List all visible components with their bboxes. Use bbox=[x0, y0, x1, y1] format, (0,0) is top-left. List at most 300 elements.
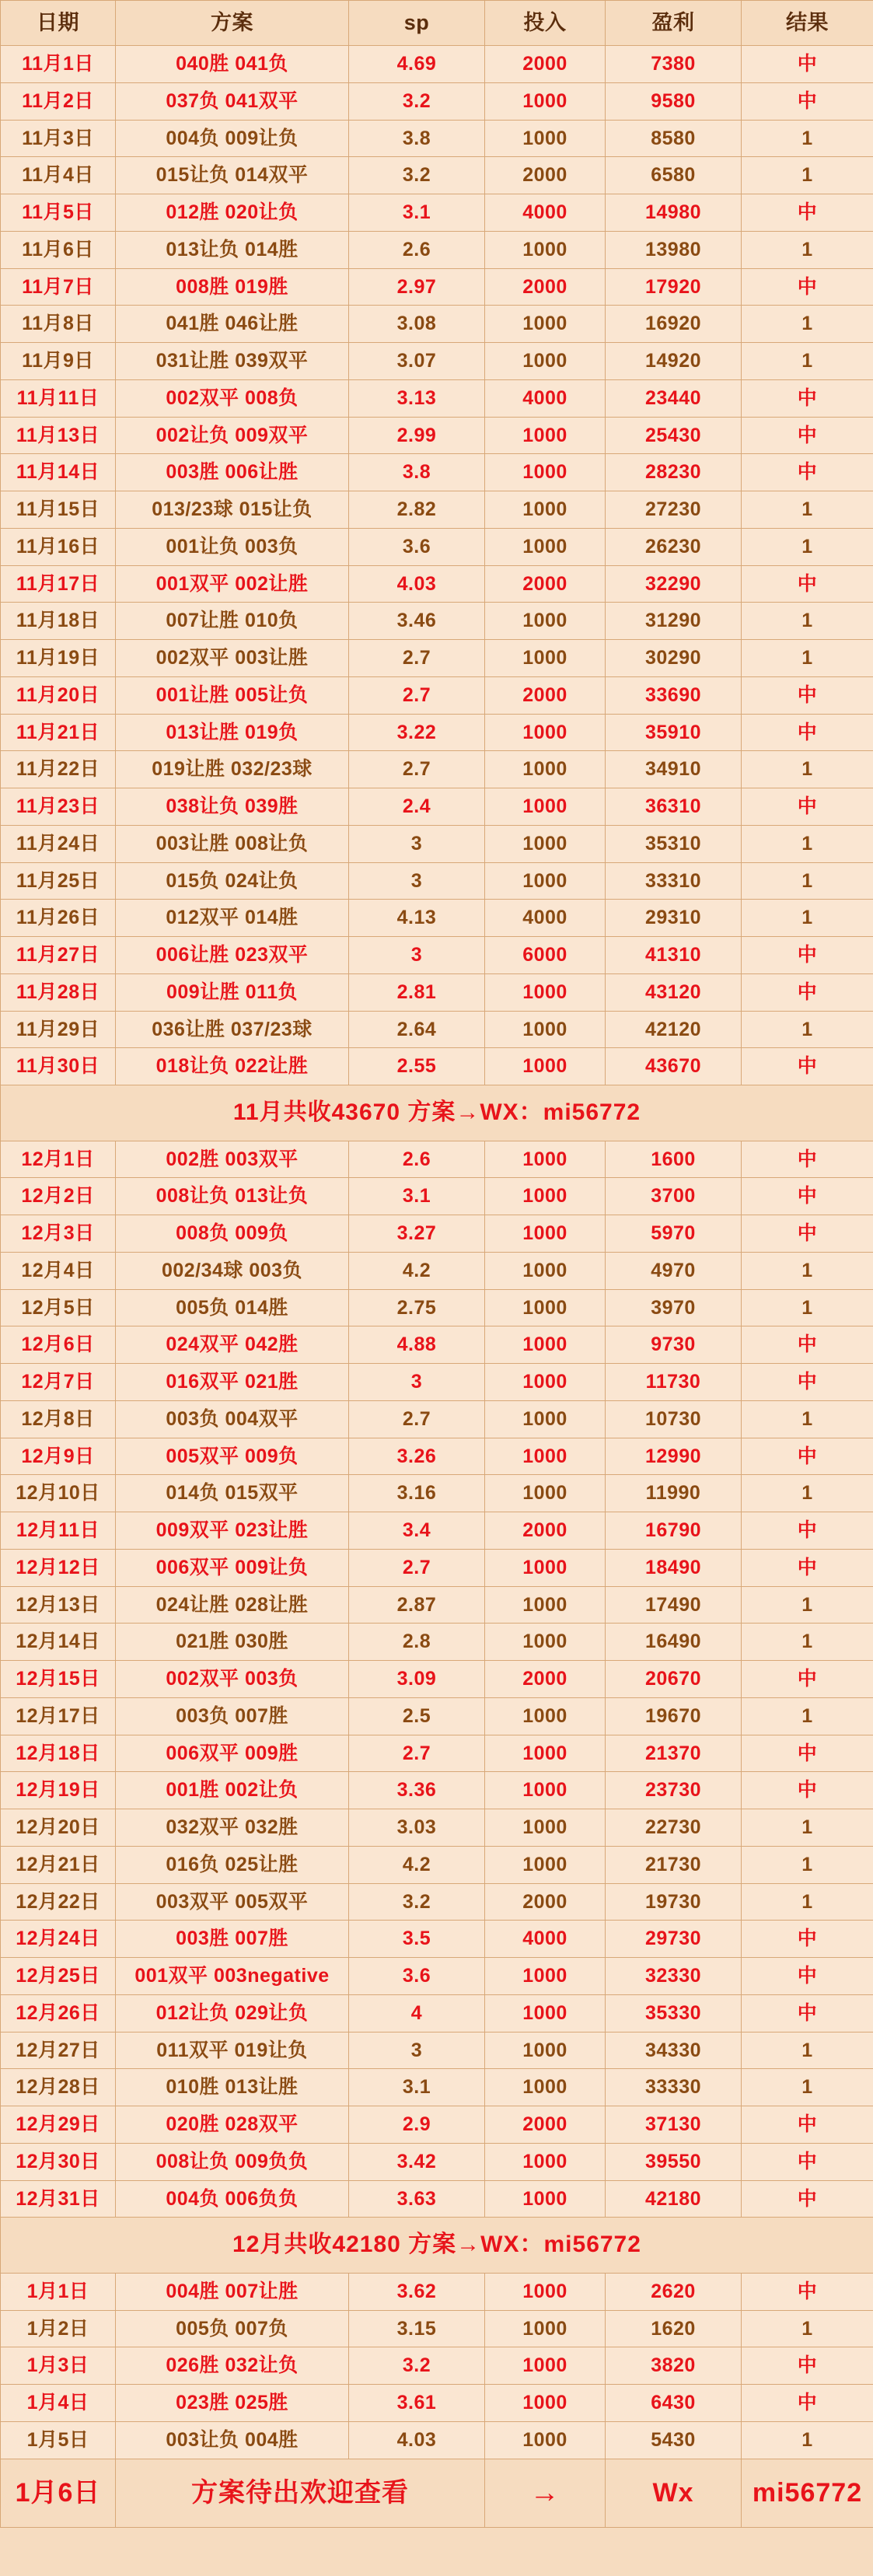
cell-profit: 6430 bbox=[606, 2385, 742, 2422]
cell-profit: 5430 bbox=[606, 2421, 742, 2459]
cell-profit: 14980 bbox=[606, 194, 742, 232]
cell-stake: 1000 bbox=[485, 2385, 606, 2422]
cell-plan: 032双平 032胜 bbox=[116, 1809, 349, 1847]
cell-plan: 004负 006负负 bbox=[116, 2180, 349, 2218]
table-row bbox=[1, 1364, 873, 1401]
cell-date: 12月29日 bbox=[1, 2106, 116, 2144]
cell-date: 12月27日 bbox=[1, 2032, 116, 2069]
cell-sp: 3.26 bbox=[349, 1438, 485, 1475]
cell-stake: 2000 bbox=[485, 565, 606, 603]
cell-date: 11月25日 bbox=[1, 862, 116, 900]
cell-stake: 1000 bbox=[485, 1400, 606, 1438]
cell-result: 中 bbox=[742, 268, 873, 306]
cell-result: 1 bbox=[742, 1400, 873, 1438]
table-row bbox=[1, 900, 873, 937]
cell-sp: 3 bbox=[349, 825, 485, 862]
cell-profit: 28230 bbox=[606, 454, 742, 491]
cell-sp: 2.7 bbox=[349, 1735, 485, 1772]
table-row bbox=[1, 1735, 873, 1772]
table-row bbox=[1, 491, 873, 529]
cell-sp: 3.2 bbox=[349, 157, 485, 194]
cell-result: 中 bbox=[742, 1661, 873, 1698]
cell-profit: 22730 bbox=[606, 1809, 742, 1847]
cell-plan: 003双平 005双平 bbox=[116, 1883, 349, 1921]
cell-date: 12月30日 bbox=[1, 2143, 116, 2180]
table-row bbox=[1, 1772, 873, 1809]
cell-sp: 2.99 bbox=[349, 417, 485, 454]
cell-result: 中 bbox=[742, 379, 873, 417]
cell-date: 12月1日 bbox=[1, 1141, 116, 1178]
cell-profit: 31290 bbox=[606, 603, 742, 640]
cell-date: 11月5日 bbox=[1, 194, 116, 232]
cell-result: 1 bbox=[742, 1475, 873, 1512]
cell-stake: 1000 bbox=[485, 714, 606, 751]
cell-date: 12月10日 bbox=[1, 1475, 116, 1512]
cell-sp: 3.1 bbox=[349, 194, 485, 232]
cell-date: 11月7日 bbox=[1, 268, 116, 306]
cell-result: 1 bbox=[742, 1809, 873, 1847]
cell-result: 中 bbox=[742, 2385, 873, 2422]
cell-plan: 001胜 002让负 bbox=[116, 1772, 349, 1809]
table-row bbox=[1, 565, 873, 603]
cell-date: 11月18日 bbox=[1, 603, 116, 640]
cell-sp: 4.69 bbox=[349, 46, 485, 83]
cell-sp: 2.7 bbox=[349, 1549, 485, 1586]
cell-stake: 1000 bbox=[485, 1141, 606, 1178]
cell-profit: 9730 bbox=[606, 1326, 742, 1364]
cell-profit: 23730 bbox=[606, 1772, 742, 1809]
cell-stake: 1000 bbox=[485, 2310, 606, 2347]
monthly-summary-text: 11月共收43670 方案→WX：mi56772 bbox=[1, 1085, 873, 1141]
table-row bbox=[1, 640, 873, 677]
cell-sp: 3.2 bbox=[349, 82, 485, 120]
cell-result: 1 bbox=[742, 1011, 873, 1048]
cell-plan: 001双平 003negative bbox=[116, 1958, 349, 1995]
cell-stake: 1000 bbox=[485, 1846, 606, 1883]
cell-profit: 14920 bbox=[606, 343, 742, 380]
final-wx-id[interactable]: mi56772 bbox=[742, 2459, 873, 2528]
cell-sp: 3.6 bbox=[349, 1958, 485, 1995]
cell-stake: 1000 bbox=[485, 603, 606, 640]
cell-result: 1 bbox=[742, 1846, 873, 1883]
cell-profit: 42120 bbox=[606, 1011, 742, 1048]
table-row bbox=[1, 2310, 873, 2347]
table-row bbox=[1, 1994, 873, 2032]
cell-date: 12月24日 bbox=[1, 1921, 116, 1958]
cell-stake: 4000 bbox=[485, 194, 606, 232]
cell-plan: 008胜 019胜 bbox=[116, 268, 349, 306]
cell-profit: 23440 bbox=[606, 379, 742, 417]
cell-result: 中 bbox=[742, 937, 873, 974]
cell-date: 11月2日 bbox=[1, 82, 116, 120]
cell-profit: 41310 bbox=[606, 937, 742, 974]
cell-date: 12月26日 bbox=[1, 1994, 116, 2032]
cell-stake: 4000 bbox=[485, 1921, 606, 1958]
cell-profit: 11990 bbox=[606, 1475, 742, 1512]
cell-date: 1月4日 bbox=[1, 2385, 116, 2422]
table-row bbox=[1, 676, 873, 714]
cell-sp: 2.9 bbox=[349, 2106, 485, 2144]
cell-stake: 1000 bbox=[485, 788, 606, 826]
cell-profit: 26230 bbox=[606, 528, 742, 565]
cell-plan: 012胜 020让负 bbox=[116, 194, 349, 232]
cell-date: 1月3日 bbox=[1, 2347, 116, 2385]
cell-sp: 4.2 bbox=[349, 1846, 485, 1883]
cell-result: 中 bbox=[742, 1994, 873, 2032]
cell-profit: 3970 bbox=[606, 1289, 742, 1326]
cell-sp: 4 bbox=[349, 1994, 485, 2032]
cell-result: 中 bbox=[742, 1364, 873, 1401]
final-date: 1月6日 bbox=[1, 2459, 116, 2528]
cell-sp: 2.5 bbox=[349, 1697, 485, 1735]
cell-result: 1 bbox=[742, 528, 873, 565]
table-row bbox=[1, 1475, 873, 1512]
cell-stake: 1000 bbox=[485, 1475, 606, 1512]
cell-date: 11月15日 bbox=[1, 491, 116, 529]
cell-result: 中 bbox=[742, 2273, 873, 2310]
table-row bbox=[1, 937, 873, 974]
table-row bbox=[1, 1011, 873, 1048]
cell-stake: 2000 bbox=[485, 46, 606, 83]
cell-sp: 3.15 bbox=[349, 2310, 485, 2347]
cell-plan: 023胜 025胜 bbox=[116, 2385, 349, 2422]
table-row bbox=[1, 1438, 873, 1475]
cell-date: 11月9日 bbox=[1, 343, 116, 380]
cell-date: 11月20日 bbox=[1, 676, 116, 714]
cell-date: 12月2日 bbox=[1, 1178, 116, 1215]
cell-result: 中 bbox=[742, 1178, 873, 1215]
cell-plan: 002双平 008负 bbox=[116, 379, 349, 417]
cell-stake: 4000 bbox=[485, 900, 606, 937]
cell-plan: 041胜 046让胜 bbox=[116, 306, 349, 343]
cell-result: 中 bbox=[742, 973, 873, 1011]
cell-plan: 037负 041双平 bbox=[116, 82, 349, 120]
cell-result: 中 bbox=[742, 1048, 873, 1085]
cell-stake: 1000 bbox=[485, 2180, 606, 2218]
cell-plan: 011双平 019让负 bbox=[116, 2032, 349, 2069]
cell-date: 11月27日 bbox=[1, 937, 116, 974]
cell-plan: 036让胜 037/23球 bbox=[116, 1011, 349, 1048]
cell-profit: 8580 bbox=[606, 120, 742, 157]
cell-result: 1 bbox=[742, 120, 873, 157]
cell-plan: 007让胜 010负 bbox=[116, 603, 349, 640]
cell-result: 1 bbox=[742, 862, 873, 900]
cell-sp: 2.55 bbox=[349, 1048, 485, 1085]
cell-profit: 20670 bbox=[606, 1661, 742, 1698]
cell-plan: 008负 009负 bbox=[116, 1215, 349, 1253]
cell-date: 11月8日 bbox=[1, 306, 116, 343]
cell-sp: 3.16 bbox=[349, 1475, 485, 1512]
cell-date: 11月30日 bbox=[1, 1048, 116, 1085]
cell-date: 11月11日 bbox=[1, 379, 116, 417]
cell-result: 1 bbox=[742, 157, 873, 194]
cell-sp: 3.62 bbox=[349, 2273, 485, 2310]
cell-sp: 3.08 bbox=[349, 306, 485, 343]
cell-profit: 27230 bbox=[606, 491, 742, 529]
table-row bbox=[1, 2106, 873, 2144]
cell-result: 中 bbox=[742, 194, 873, 232]
table-row bbox=[1, 1846, 873, 1883]
cell-profit: 21370 bbox=[606, 1735, 742, 1772]
cell-stake: 1000 bbox=[485, 1438, 606, 1475]
cell-plan: 009双平 023让胜 bbox=[116, 1512, 349, 1550]
cell-date: 12月31日 bbox=[1, 2180, 116, 2218]
table-row bbox=[1, 1809, 873, 1847]
cell-date: 12月12日 bbox=[1, 1549, 116, 1586]
table-row bbox=[1, 306, 873, 343]
cell-result: 中 bbox=[742, 1512, 873, 1550]
cell-result: 1 bbox=[742, 751, 873, 788]
cell-sp: 3 bbox=[349, 862, 485, 900]
cell-result: 中 bbox=[742, 565, 873, 603]
cell-stake: 1000 bbox=[485, 231, 606, 268]
cell-stake: 1000 bbox=[485, 1809, 606, 1847]
cell-sp: 3.09 bbox=[349, 1661, 485, 1698]
cell-result: 1 bbox=[742, 231, 873, 268]
cell-profit: 16490 bbox=[606, 1624, 742, 1661]
cell-result: 中 bbox=[742, 1438, 873, 1475]
cell-plan: 002双平 003让胜 bbox=[116, 640, 349, 677]
cell-sp: 3.42 bbox=[349, 2143, 485, 2180]
cell-sp: 4.2 bbox=[349, 1252, 485, 1289]
cell-result: 中 bbox=[742, 1921, 873, 1958]
cell-stake: 2000 bbox=[485, 1512, 606, 1550]
cell-profit: 33330 bbox=[606, 2069, 742, 2106]
cell-sp: 2.7 bbox=[349, 640, 485, 677]
cell-plan: 003让胜 008让负 bbox=[116, 825, 349, 862]
cell-sp: 3.13 bbox=[349, 379, 485, 417]
cell-stake: 1000 bbox=[485, 2273, 606, 2310]
cell-date: 11月24日 bbox=[1, 825, 116, 862]
cell-stake: 1000 bbox=[485, 82, 606, 120]
cell-result: 中 bbox=[742, 676, 873, 714]
cell-profit: 19670 bbox=[606, 1697, 742, 1735]
cell-date: 11月21日 bbox=[1, 714, 116, 751]
cell-profit: 18490 bbox=[606, 1549, 742, 1586]
cell-plan: 024双平 042胜 bbox=[116, 1326, 349, 1364]
cell-sp: 3 bbox=[349, 2032, 485, 2069]
table-row bbox=[1, 82, 873, 120]
cell-profit: 17920 bbox=[606, 268, 742, 306]
cell-stake: 2000 bbox=[485, 1883, 606, 1921]
table-row bbox=[1, 2143, 873, 2180]
table-header-row bbox=[1, 1, 873, 46]
cell-stake: 1000 bbox=[485, 973, 606, 1011]
cell-plan: 003负 007胜 bbox=[116, 1697, 349, 1735]
cell-stake: 1000 bbox=[485, 491, 606, 529]
table-row bbox=[1, 1326, 873, 1364]
cell-date: 12月13日 bbox=[1, 1586, 116, 1624]
cell-profit: 34330 bbox=[606, 2032, 742, 2069]
table-row bbox=[1, 1289, 873, 1326]
cell-sp: 2.4 bbox=[349, 788, 485, 826]
cell-plan: 009让胜 011负 bbox=[116, 973, 349, 1011]
cell-plan: 004负 009让负 bbox=[116, 120, 349, 157]
cell-result: 1 bbox=[742, 1697, 873, 1735]
cell-stake: 1000 bbox=[485, 1958, 606, 1995]
cell-profit: 36310 bbox=[606, 788, 742, 826]
cell-profit: 16920 bbox=[606, 306, 742, 343]
cell-sp: 3.61 bbox=[349, 2385, 485, 2422]
table-row bbox=[1, 343, 873, 380]
cell-result: 1 bbox=[742, 1624, 873, 1661]
cell-plan: 024让胜 028让胜 bbox=[116, 1586, 349, 1624]
cell-profit: 11730 bbox=[606, 1364, 742, 1401]
cell-stake: 1000 bbox=[485, 1994, 606, 2032]
column-header-plan: 方案 bbox=[116, 1, 349, 46]
cell-profit: 33310 bbox=[606, 862, 742, 900]
upcoming-plan-row bbox=[1, 2459, 873, 2528]
cell-plan: 003胜 007胜 bbox=[116, 1921, 349, 1958]
cell-date: 12月8日 bbox=[1, 1400, 116, 1438]
cell-profit: 2620 bbox=[606, 2273, 742, 2310]
cell-sp: 2.82 bbox=[349, 491, 485, 529]
cell-stake: 4000 bbox=[485, 379, 606, 417]
cell-profit: 29310 bbox=[606, 900, 742, 937]
cell-date: 12月15日 bbox=[1, 1661, 116, 1698]
monthly-summary-row bbox=[1, 1085, 873, 1141]
cell-profit: 34910 bbox=[606, 751, 742, 788]
cell-result: 中 bbox=[742, 2347, 873, 2385]
cell-stake: 2000 bbox=[485, 1661, 606, 1698]
cell-sp: 4.03 bbox=[349, 2421, 485, 2459]
cell-plan: 013/23球 015让负 bbox=[116, 491, 349, 529]
cell-sp: 3.27 bbox=[349, 1215, 485, 1253]
cell-date: 12月19日 bbox=[1, 1772, 116, 1809]
cell-stake: 1000 bbox=[485, 1048, 606, 1085]
cell-result: 1 bbox=[742, 2032, 873, 2069]
cell-profit: 43670 bbox=[606, 1048, 742, 1085]
cell-plan: 003让负 004胜 bbox=[116, 2421, 349, 2459]
cell-date: 11月13日 bbox=[1, 417, 116, 454]
cell-plan: 005双平 009负 bbox=[116, 1438, 349, 1475]
table-row bbox=[1, 825, 873, 862]
cell-result: 中 bbox=[742, 1141, 873, 1178]
table-row bbox=[1, 528, 873, 565]
cell-stake: 1000 bbox=[485, 751, 606, 788]
cell-profit: 43120 bbox=[606, 973, 742, 1011]
table-row bbox=[1, 1921, 873, 1958]
cell-plan: 012让负 029让负 bbox=[116, 1994, 349, 2032]
cell-result: 1 bbox=[742, 1289, 873, 1326]
cell-date: 11月23日 bbox=[1, 788, 116, 826]
table-row bbox=[1, 379, 873, 417]
monthly-summary-row bbox=[1, 2218, 873, 2274]
cell-plan: 003胜 006让胜 bbox=[116, 454, 349, 491]
cell-date: 12月22日 bbox=[1, 1883, 116, 1921]
cell-stake: 2000 bbox=[485, 157, 606, 194]
cell-sp: 2.81 bbox=[349, 973, 485, 1011]
cell-stake: 1000 bbox=[485, 1364, 606, 1401]
cell-profit: 3700 bbox=[606, 1178, 742, 1215]
cell-result: 中 bbox=[742, 1326, 873, 1364]
table-row bbox=[1, 1178, 873, 1215]
table-row bbox=[1, 2032, 873, 2069]
cell-plan: 005负 007负 bbox=[116, 2310, 349, 2347]
cell-profit: 33690 bbox=[606, 676, 742, 714]
cell-profit: 17490 bbox=[606, 1586, 742, 1624]
table-row bbox=[1, 2069, 873, 2106]
cell-profit: 1620 bbox=[606, 2310, 742, 2347]
table-row bbox=[1, 1549, 873, 1586]
cell-profit: 35310 bbox=[606, 825, 742, 862]
cell-plan: 019让胜 032/23球 bbox=[116, 751, 349, 788]
cell-result: 1 bbox=[742, 1586, 873, 1624]
table-row bbox=[1, 2421, 873, 2459]
cell-profit: 4970 bbox=[606, 1252, 742, 1289]
cell-plan: 015让负 014双平 bbox=[116, 157, 349, 194]
cell-plan: 026胜 032让负 bbox=[116, 2347, 349, 2385]
cell-sp: 3.2 bbox=[349, 2347, 485, 2385]
cell-plan: 001双平 002让胜 bbox=[116, 565, 349, 603]
final-arrow: → bbox=[485, 2459, 606, 2528]
cell-plan: 005负 014胜 bbox=[116, 1289, 349, 1326]
cell-plan: 003负 004双平 bbox=[116, 1400, 349, 1438]
cell-profit: 30290 bbox=[606, 640, 742, 677]
cell-result: 1 bbox=[742, 640, 873, 677]
cell-plan: 016双平 021胜 bbox=[116, 1364, 349, 1401]
cell-stake: 1000 bbox=[485, 862, 606, 900]
cell-sp: 3.63 bbox=[349, 2180, 485, 2218]
cell-stake: 1000 bbox=[485, 1326, 606, 1364]
cell-stake: 1000 bbox=[485, 528, 606, 565]
cell-date: 12月9日 bbox=[1, 1438, 116, 1475]
cell-plan: 002胜 003双平 bbox=[116, 1141, 349, 1178]
table-row bbox=[1, 454, 873, 491]
cell-plan: 038让负 039胜 bbox=[116, 788, 349, 826]
cell-profit: 35910 bbox=[606, 714, 742, 751]
cell-sp: 3.1 bbox=[349, 1178, 485, 1215]
cell-stake: 1000 bbox=[485, 1289, 606, 1326]
table-row bbox=[1, 46, 873, 83]
cell-profit: 21730 bbox=[606, 1846, 742, 1883]
cell-plan: 008让负 009负负 bbox=[116, 2143, 349, 2180]
cell-result: 中 bbox=[742, 82, 873, 120]
cell-stake: 1000 bbox=[485, 1697, 606, 1735]
cell-result: 1 bbox=[742, 2069, 873, 2106]
cell-date: 11月19日 bbox=[1, 640, 116, 677]
cell-profit: 32330 bbox=[606, 1958, 742, 1995]
cell-plan: 021胜 030胜 bbox=[116, 1624, 349, 1661]
cell-sp: 2.7 bbox=[349, 676, 485, 714]
cell-sp: 3.2 bbox=[349, 1883, 485, 1921]
cell-date: 12月3日 bbox=[1, 1215, 116, 1253]
cell-stake: 1000 bbox=[485, 1178, 606, 1215]
cell-profit: 3820 bbox=[606, 2347, 742, 2385]
cell-profit: 25430 bbox=[606, 417, 742, 454]
table-row bbox=[1, 2347, 873, 2385]
cell-plan: 010胜 013让胜 bbox=[116, 2069, 349, 2106]
cell-date: 11月4日 bbox=[1, 157, 116, 194]
cell-sp: 2.87 bbox=[349, 1586, 485, 1624]
cell-date: 1月5日 bbox=[1, 2421, 116, 2459]
cell-stake: 1000 bbox=[485, 1586, 606, 1624]
cell-plan: 013让负 014胜 bbox=[116, 231, 349, 268]
cell-result: 中 bbox=[742, 1772, 873, 1809]
cell-date: 11月22日 bbox=[1, 751, 116, 788]
cell-profit: 1600 bbox=[606, 1141, 742, 1178]
cell-stake: 1000 bbox=[485, 454, 606, 491]
cell-profit: 5970 bbox=[606, 1215, 742, 1253]
cell-stake: 1000 bbox=[485, 1735, 606, 1772]
cell-plan: 001让负 003负 bbox=[116, 528, 349, 565]
cell-result: 1 bbox=[742, 1252, 873, 1289]
cell-sp: 2.97 bbox=[349, 268, 485, 306]
cell-plan: 006让胜 023双平 bbox=[116, 937, 349, 974]
cell-sp: 2.6 bbox=[349, 231, 485, 268]
cell-plan: 012双平 014胜 bbox=[116, 900, 349, 937]
cell-result: 1 bbox=[742, 825, 873, 862]
